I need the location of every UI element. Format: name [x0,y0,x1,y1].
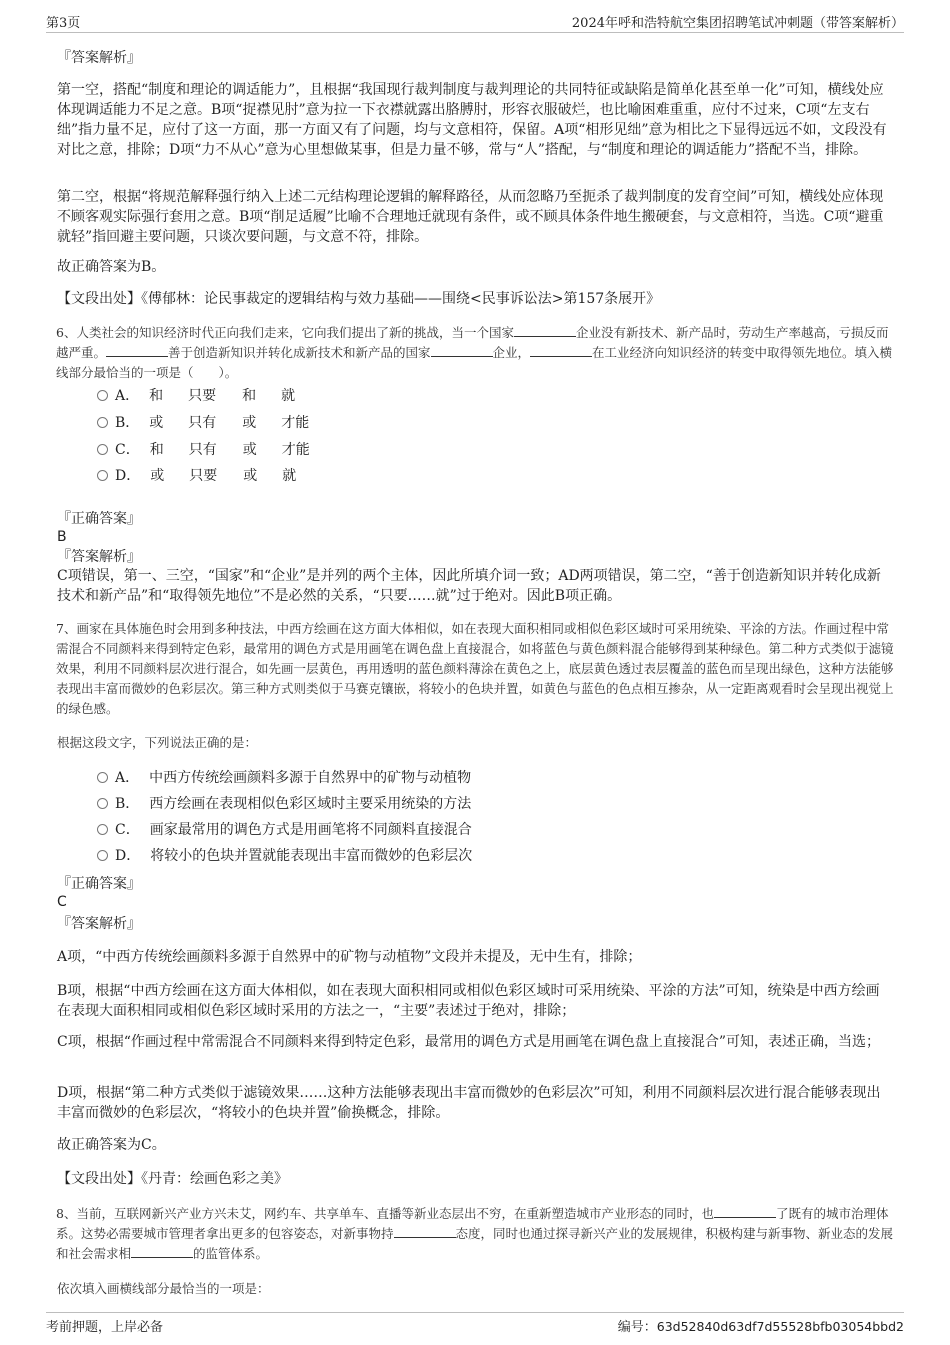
radio-button[interactable] [97,850,108,861]
question-8-stem: 8、当前，互联网新兴产业方兴未艾，网约车、共享单车、直播等新业态层出不穷，在重新塑造城市产业形态的同时，也 了既有的城市治理体系。这势必需要城市管理者拿出更多的包容姿态，对新事物持 态度，同时也通过探寻新兴产业的发展规律，积极构建与新事物、新业态的发展和社会需求相 的监管体系。 [56,1206,894,1261]
radio-button[interactable] [97,417,108,428]
analysis-label: 『答案解析』 [57,549,141,565]
question-8-prompt: 依次填入画横线部分最恰当的一项是： [57,1281,270,1296]
answer-blank [530,344,592,357]
conclusion: 故正确答案为C。 [57,1137,166,1153]
document-title: 2024年呼和浩特航空集团招聘笔试冲刺题（带答案解析） [571,16,904,31]
radio-button[interactable] [97,772,108,783]
answer-blank [106,344,168,357]
document-code: 编号：63d52840d63df7d55528bfb03054bbd2 [617,1319,904,1335]
question-7-stem: 7、画家在具体施色时会用到多种技法，中西方绘画在这方面大体相似，如在表现大面积相同或相似色彩区域时可采用统染、平涂的方法。作画过程中常需混合不同颜料来得到特定色彩，最常用的调色方式是用画笔在调色盘上直接混合，如将蓝色与黄色颜料混合能够得到某种绿色。第二种方式类似于滤镜效果，利用不同颜料层次进行混合，如先画一层黄色，再用透明的蓝色颜料薄涂在黄色之上，底层黄色透过表层覆盖的蓝色而呈现出绿色，这种方法能够表现出丰富而微妙的色彩层次。第三种方式则类似于马赛克镶嵌，将较小的色块并置，如黄色与蓝色的色点相互掺杂，从一定距离观看时会呈现出视觉上的绿色感。 [56,621,894,716]
option-a[interactable]: A． 和 只要 和 就 [97,386,295,406]
correct-answer: C [57,894,67,910]
radio-button[interactable] [97,390,108,401]
source-citation: 【文段出处】《傅郁林：论民事裁定的逻辑结构与效力基础——围绕<民事诉讼法>第157条展开》 [57,291,661,307]
radio-button[interactable] [97,444,108,455]
option-c[interactable]: C． 和 只有 或 才能 [97,440,310,460]
correct-answer-label: 『正确答案』 [57,511,141,527]
radio-button[interactable] [97,798,108,809]
correct-answer: B [57,529,67,545]
analysis-label: 『答案解析』 [57,916,141,932]
radio-button[interactable] [97,824,108,835]
question-7-prompt: 根据这段文字，下列说法正确的是： [57,735,258,750]
answer-blank [131,1245,193,1258]
footer-slogan: 考前押题，上岸必备 [46,1320,164,1335]
page-header [46,12,904,33]
question-6-stem: 6、人类社会的知识经济时代正向我们走来，它向我们提出了新的挑战，当一个国家 企业没有新技术、新产品时，劳动生产率越高，亏损反而越严重。 善于创造新知识并转化成新技术和新产品的国家 企业， 在工业经济向知识经济的转变中取得领先地位。填入横线部分最恰当的一项是（ ）。 [56,325,893,380]
radio-button[interactable] [97,470,108,481]
conclusion: 故正确答案为B。 [57,259,166,275]
source-citation: 【文段出处】《丹青：绘画色彩之美》 [57,1171,288,1187]
option-b[interactable]: B． 或 只有 或 才能 [97,413,309,433]
analysis-option-c: C项，根据“作画过程中常需混合不同颜料来得到特定色彩，最常用的调色方式是用画笔在调色盘上直接混合”可知，表述正确，当选； [57,1034,881,1050]
option-b[interactable]: B． 西方绘画在表现相似色彩区域时主要采用统染的方法 [97,794,471,814]
answer-blank [714,1205,776,1218]
correct-answer-label: 『正确答案』 [57,876,141,892]
answer-blank [431,344,493,357]
analysis-label: 『答案解析』 [57,50,141,66]
analysis-option-a: A项，“中西方传统绘画颜料多源于自然界中的矿物与动植物”文段并未提及，无中生有，排除； [57,949,642,965]
page-number: 第3页 [46,16,81,31]
option-a[interactable]: A． 中西方传统绘画颜料多源于自然界中的矿物与动植物 [97,768,471,788]
answer-blank [394,1225,456,1238]
analysis-option-d: D项，根据“第二种方式类似于滤镜效果……这种方法能够表现出丰富而微妙的色彩层次”可知，利用不同颜料层次进行混合能够表现出丰富而微妙的色彩层次，“将较小的色块并置”偷换概念，排除。 [57,1085,881,1121]
question-6-analysis: C项错误，第一、三空，“国家”和“企业”是并列的两个主体，因此所填介词一致；AD两项错误，第二空，“善于创造新知识并转化成新技术和新产品”和“取得领先地位”不是必然的关系，“只要……就”过于绝对。因此B项正确。 [57,568,881,604]
analysis-paragraph-1: 第一空，搭配“制度和理论的调适能力”，且根据“我国现行裁判制度与裁判理论的共同特征或缺陷是简单化甚至单一化”可知，横线处应体现调适能力不足之意。B项“捉襟见肘”意为拉一下衣襟就露出胳膊肘，形容衣服破烂，也比喻困难重重，应付不过来，C项“左支右绌”指力量不足，应付了这一方面，那一方面又有了问题，均与文意相符，保留。A项“相形见绌”意为相比之下显得远远不如，文段没有对比之意，排除；D项“力不从心”意为心里想做某事，但是力量不够，常与“人”搭配，与“制度和理论的调适能力”搭配不当，排除。 [57,82,887,158]
answer-blank [514,324,576,337]
option-d[interactable]: D． 将较小的色块并置就能表现出丰富而微妙的色彩层次 [97,846,472,866]
option-c[interactable]: C． 画家最常用的调色方式是用画笔将不同颜料直接混合 [97,820,472,840]
option-d[interactable]: D． 或 只要 或 就 [97,466,296,486]
page-footer [46,1312,904,1338]
analysis-option-b: B项，根据“中西方绘画在这方面大体相似，如在表现大面积相同或相似色彩区域时可采用统染、平涂的方法”可知，统染是中西方绘画在表现大面积相同或相似色彩区域时采用的方法之一，“主要”表述过于绝对，排除； [57,983,880,1019]
analysis-paragraph-2: 第二空，根据“将规范解释强行纳入上述二元结构理论逻辑的解释路径，从而忽略乃至扼杀了裁判制度的发育空间”可知，横线处应体现不顾客观实际强行套用之意。B项“削足适履”比喻不合理地迁就现有条件，或不顾具体条件地生搬硬套，与文意相符，当选。C项“避重就轻”指回避主要问题，只谈次要问题，与文意不符，排除。 [57,189,884,245]
